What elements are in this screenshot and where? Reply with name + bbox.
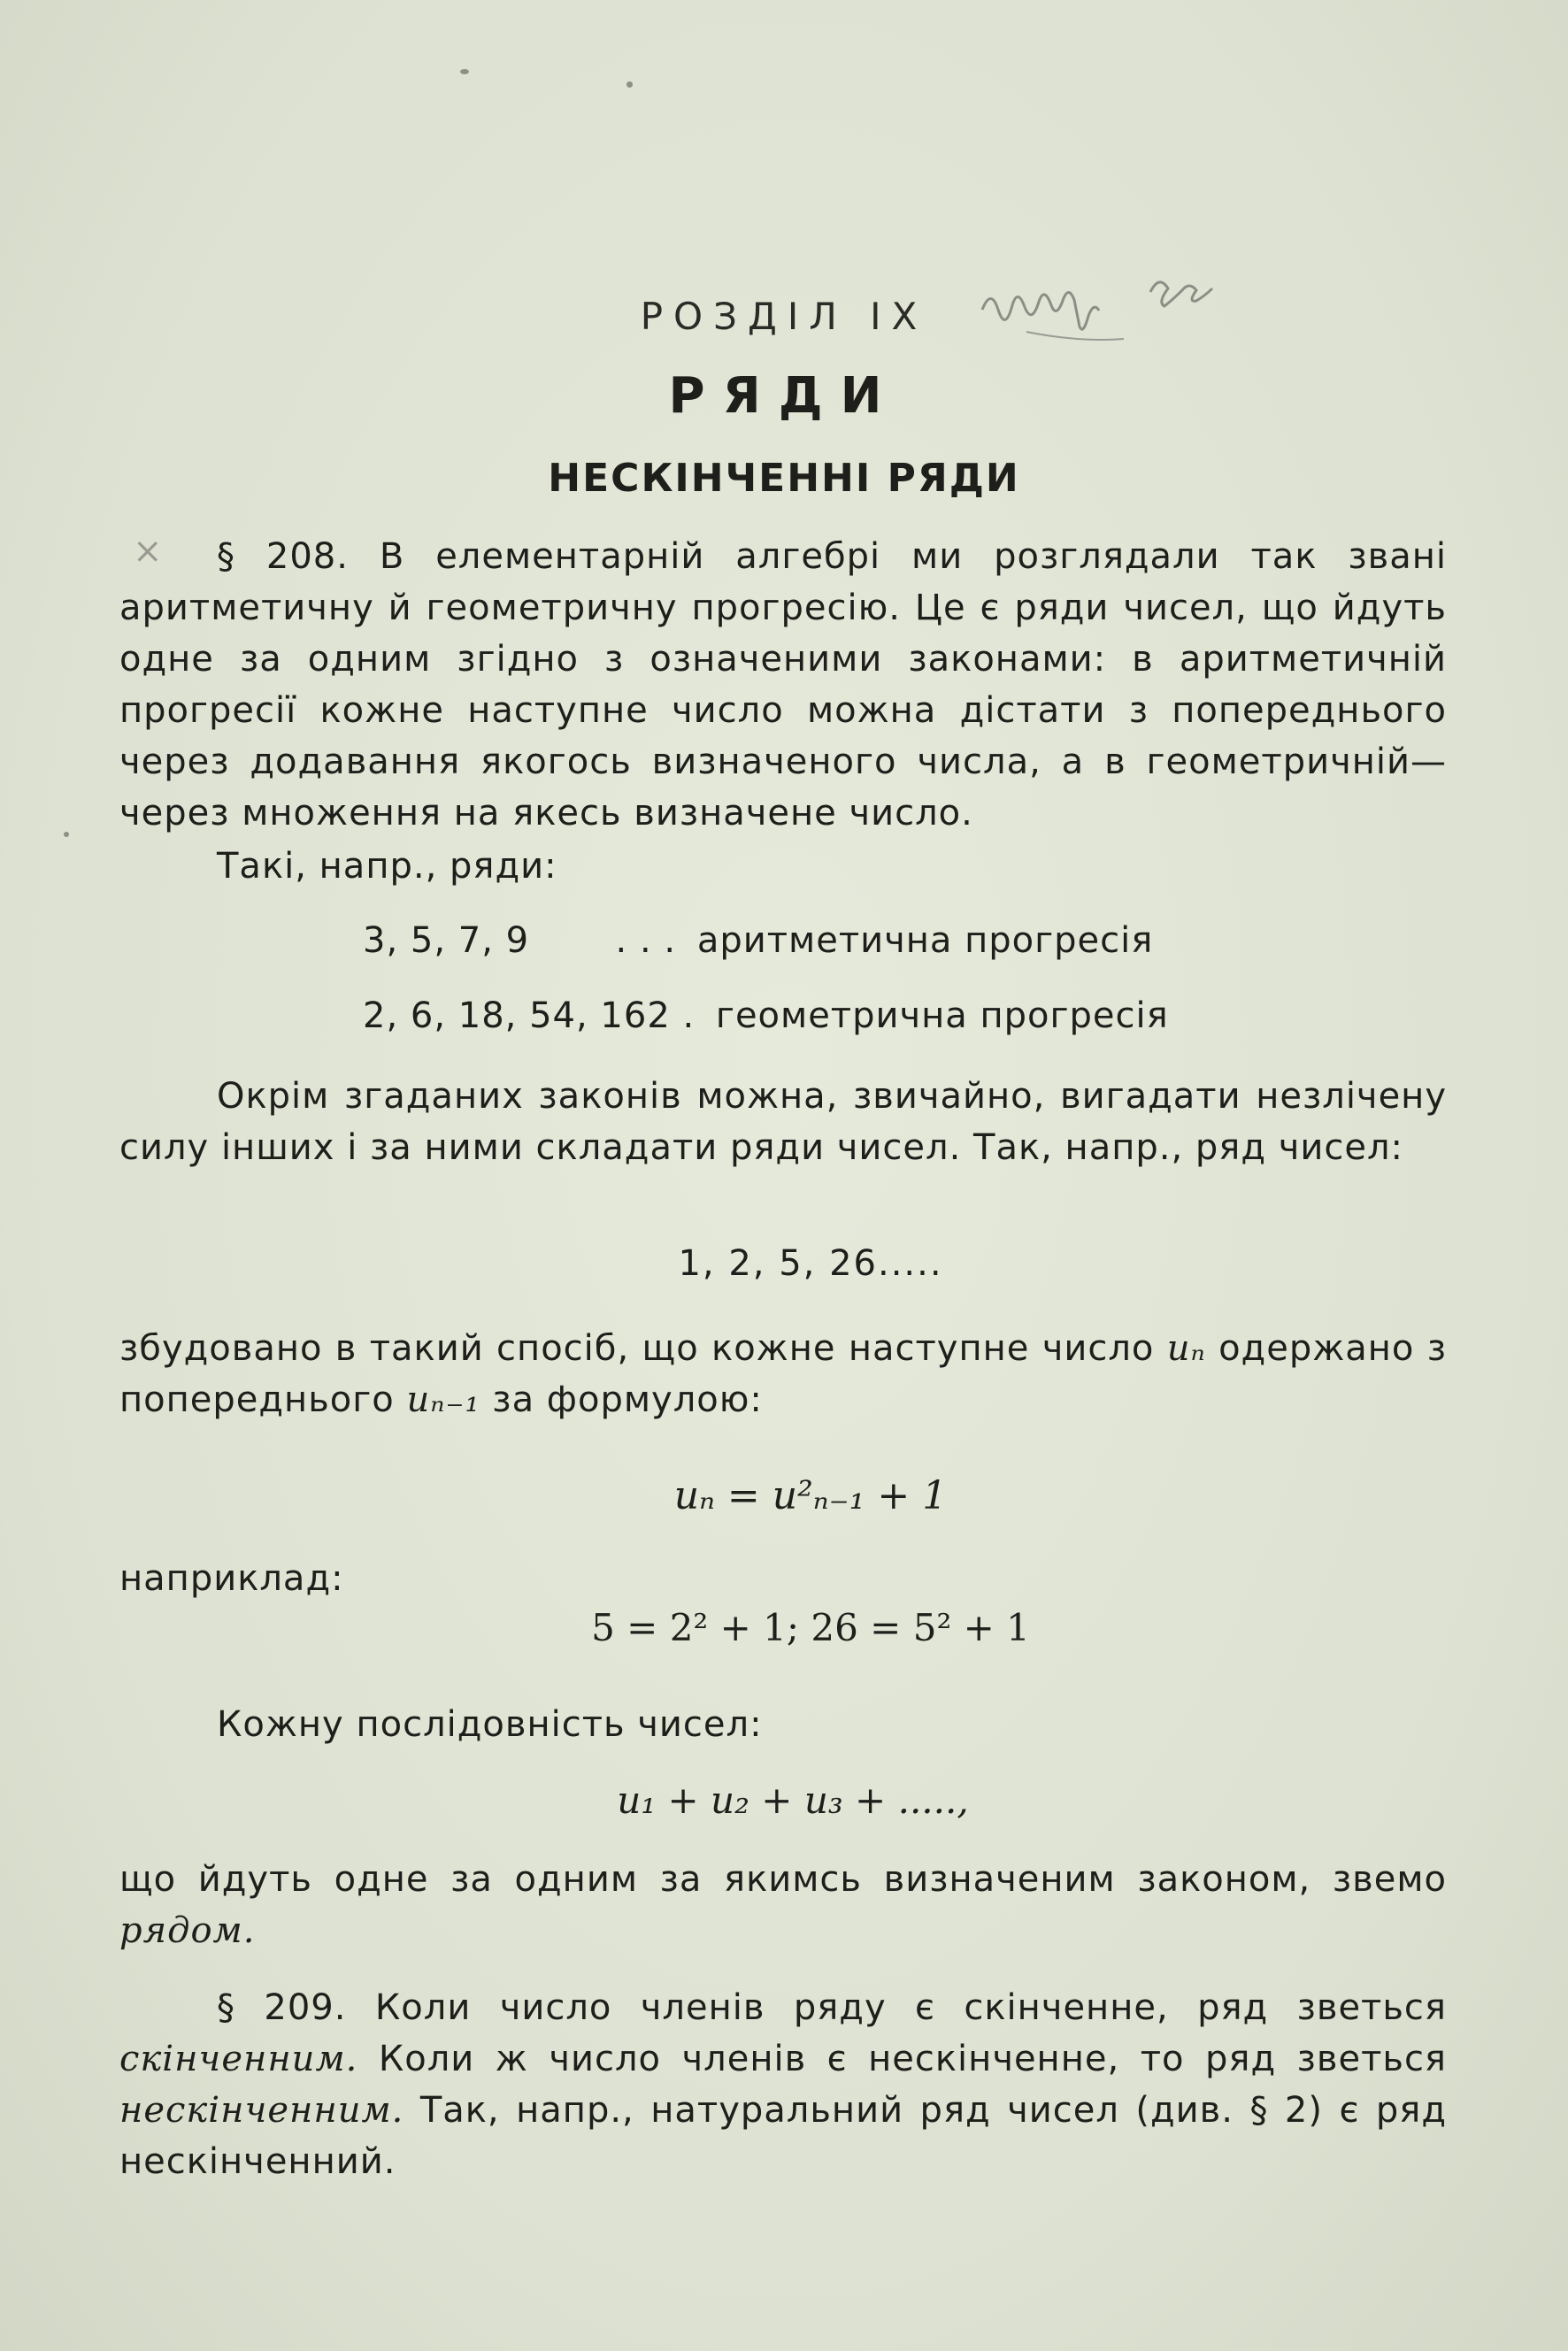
paragraph-okrim-text: Окрім згаданих законів можна, звичайно, вигадати незлічену силу інших і за ними складати ряди чисел. Так, напр., ряд чисел: [119, 1076, 1447, 1168]
paper-speck [460, 69, 469, 74]
sequence-arithmetic-dots: . . . [615, 920, 677, 961]
term-skinchennym: скінченним. [119, 2039, 358, 2079]
paragraph-scho [119, 1854, 1447, 1956]
variable-un: uₙ [1166, 1328, 1206, 1369]
paragraph-209-text [119, 1982, 1447, 2187]
paper-speck [626, 81, 633, 88]
paragraph-naprik [119, 1553, 1447, 1604]
sequence-example: 1, 2, 5, 26..... [678, 1243, 943, 1284]
sequence-arithmetic [363, 920, 1153, 961]
paragraph-taki [119, 841, 1447, 892]
paragraph-zbud-text [119, 1323, 1447, 1425]
paragraph-zbud-part2: одержано з попереднього [119, 1328, 1448, 1420]
sequence-arithmetic-label: аритметична прогресія [696, 920, 1154, 961]
paragraph-zbud-part1: збудовано в такий спосіб, що кожне наступне число [119, 1328, 1167, 1369]
chapter-label: РОЗДІЛ IX [640, 295, 928, 338]
paragraph-okrim [119, 1071, 1447, 1173]
sequence-geometric-label: геометрична прогресія [715, 995, 1169, 1036]
paper-speck [64, 832, 69, 837]
paragraph-naprik-text: наприклад: [119, 1558, 344, 1599]
page-title: РЯДИ [668, 367, 900, 425]
paragraph-209-part2: Коли ж число членів є нескінченне, то ряд зветься [357, 2039, 1447, 2079]
formula-example: 5 = 2² + 1; 26 = 5² + 1 [591, 1606, 1030, 1649]
section-subtitle: НЕСКІНЧЕННІ РЯДИ [548, 456, 1020, 501]
variable-un-minus-1: uₙ₋₁ [406, 1379, 480, 1420]
paragraph-zbud [119, 1323, 1447, 1425]
paragraph-scho-text [119, 1854, 1447, 1956]
term-neskinchennym: нескінченним. [119, 2090, 404, 2131]
paragraph-209-part3: Так, напр., натуральний ряд чисел (див. § 2) є ряд нескінченний. [119, 2090, 1447, 2182]
paragraph-208-text: § 208. В елементарній алгебрі ми розглядали так звані аритметичну й геометричну прогресію. Це є ряди чисел, що йдуть одне за одним згідно з означеними законами: в аритметичній прогресії кожне наступне число можна дістати з попереднього через додавання якогось визначеного числа, а в геометричній—через множення на якесь визначене число. [119, 536, 1447, 834]
sequence-geometric [363, 995, 1169, 1036]
paragraph-209-part1: § 209. Коли число членів ряду є скінченне, ряд зветься [217, 1987, 1447, 2028]
formula-recurrence: uₙ = u²ₙ₋₁ + 1 [673, 1473, 948, 1518]
term-ryadom: рядом. [119, 1910, 256, 1951]
sequence-geometric-dots: . [682, 995, 696, 1036]
paragraph-scho-main: що йдуть одне за одним за якимсь визначеним законом, звемо [119, 1859, 1447, 1900]
paragraph-kozhnu [119, 1699, 1447, 1750]
sequence-geometric-numbers: 2, 6, 18, 54, 162 [363, 995, 671, 1036]
paragraph-208 [119, 531, 1447, 839]
margin-x-mark-icon: × [133, 531, 163, 572]
sequence-arithmetic-numbers: 3, 5, 7, 9 [363, 920, 530, 961]
pencil-annotation-icon [973, 257, 1265, 363]
paragraph-taki-text: Такі, напр., ряди: [217, 846, 557, 887]
paragraph-209 [119, 1982, 1447, 2187]
paragraph-kozhnu-text: Кожну послідовність чисел: [217, 1704, 763, 1745]
formula-series: u₁ + u₂ + u₃ + ....., [617, 1779, 969, 1822]
paragraph-zbud-part3: за формулою: [480, 1379, 763, 1420]
